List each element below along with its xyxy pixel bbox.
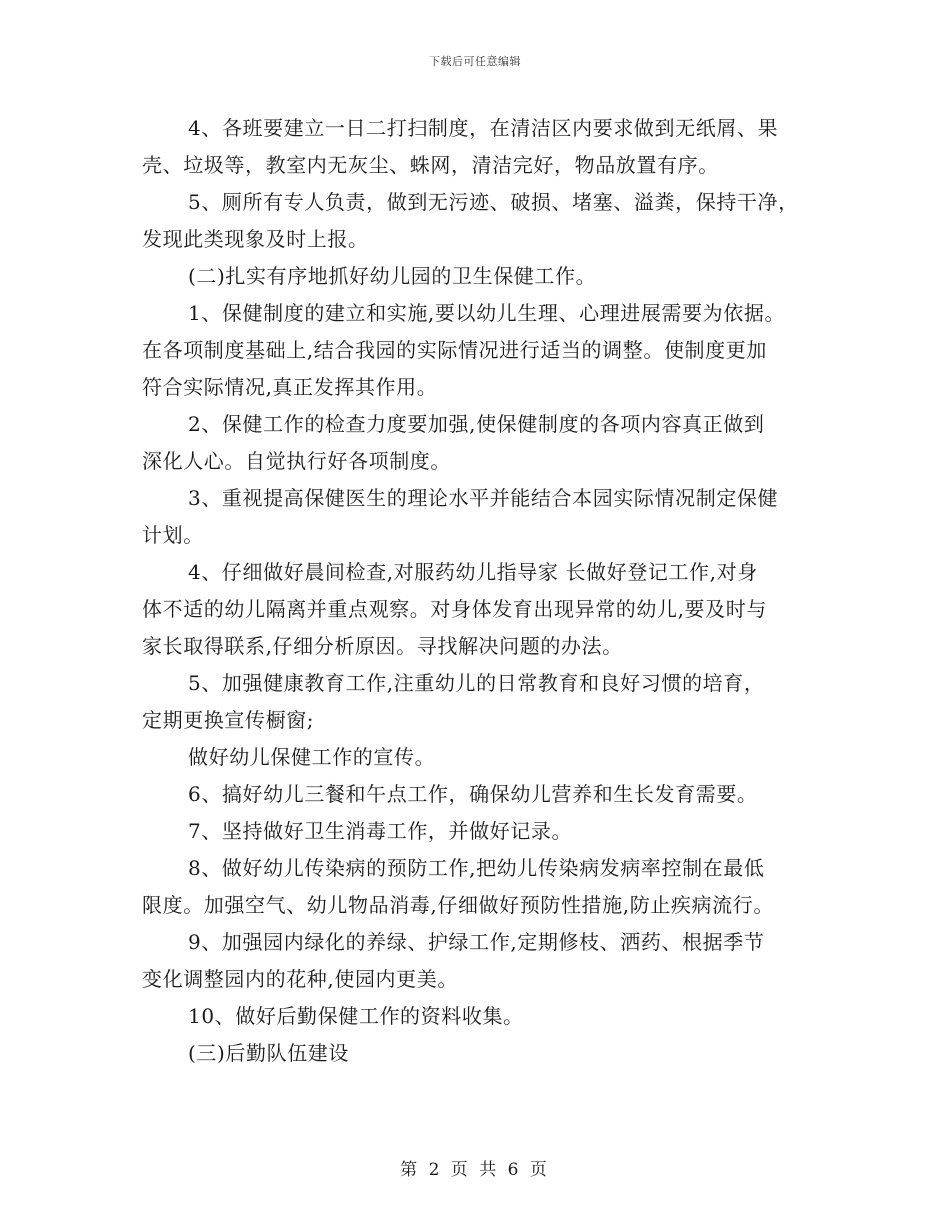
text-line: (三)后勤队伍建设	[188, 1041, 350, 1065]
text-line: 3、重视提高保健医生的理论水平并能结合本园实际情况制定保健	[188, 486, 779, 510]
text-line: 发现此类现象及时上报。	[142, 227, 369, 251]
text-line: 1、保健制度的建立和实施,要以幼儿生理、心理进展需要为依据。	[188, 301, 786, 325]
text-line: 4、仔细做好晨间检查,对服药幼儿指导家 长做好登记工作,对身	[188, 560, 758, 584]
text-line: 做好幼儿保健工作的宣传。	[188, 745, 436, 769]
text-line: 2、保健工作的检查力度要加强,使保健制度的各项内容真正做到	[188, 412, 765, 436]
text-line: 5、厕所有专人负责，做到无污迹、破损、堵塞、溢粪，保持干净，	[188, 190, 799, 214]
text-line: 变化调整园内的花种,使园内更美。	[142, 967, 458, 991]
document-body	[142, 110, 814, 1072]
text-line: 8、做好幼儿传染病的预防工作,把幼儿传染病发病率控制在最低	[188, 856, 765, 880]
text-line: 在各项制度基础上,结合我园的实际情况进行适当的调整。使制度更加	[142, 338, 767, 362]
text-line: 壳、垃圾等，教室内无灰尘、蛛网，清洁完好，物品放置有序。	[142, 153, 719, 177]
page-number-footer: 第 2 页 共 6 页	[400, 1160, 550, 1180]
text-line: 4、各班要建立一日二打扫制度，在清洁区内要求做到无纸屑、果	[188, 116, 779, 140]
text-line: 10、做好后勤保健工作的资料收集。	[188, 1004, 524, 1028]
text-line: 定期更换宣传橱窗;	[142, 708, 315, 732]
text-line: 9、加强园内绿化的养绿、护绿工作,定期修枝、洒药、根据季节	[188, 930, 765, 954]
text-line: 7、坚持做好卫生消毒工作，并做好记录。	[188, 819, 573, 843]
text-line: 体不适的幼儿隔离并重点观察。对身体发育出现异常的幼儿,要及时与	[142, 597, 767, 621]
text-line: 限度。加强空气、幼儿物品消毒,仔细做好预防性措施,防止疾病流行。	[142, 893, 774, 917]
text-line: 5、加强健康教育工作,注重幼儿的日常教育和良好习惯的培育，	[188, 671, 765, 695]
text-line: (二)扎实有序地抓好幼儿园的卫生保健工作。	[188, 264, 597, 288]
text-line: 计划。	[142, 523, 204, 547]
text-line: 6、搞好幼儿三餐和午点工作，确保幼儿营养和生长发育需要。	[188, 782, 758, 806]
text-line: 符合实际情况,真正发挥其作用。	[142, 375, 438, 399]
page-header-note: 下载后可任意编辑	[429, 55, 521, 68]
text-line: 家长取得联系,仔细分析原因。寻找解决问题的办法。	[142, 634, 623, 658]
text-line: 深化人心。自觉执行好各项制度。	[142, 449, 451, 473]
